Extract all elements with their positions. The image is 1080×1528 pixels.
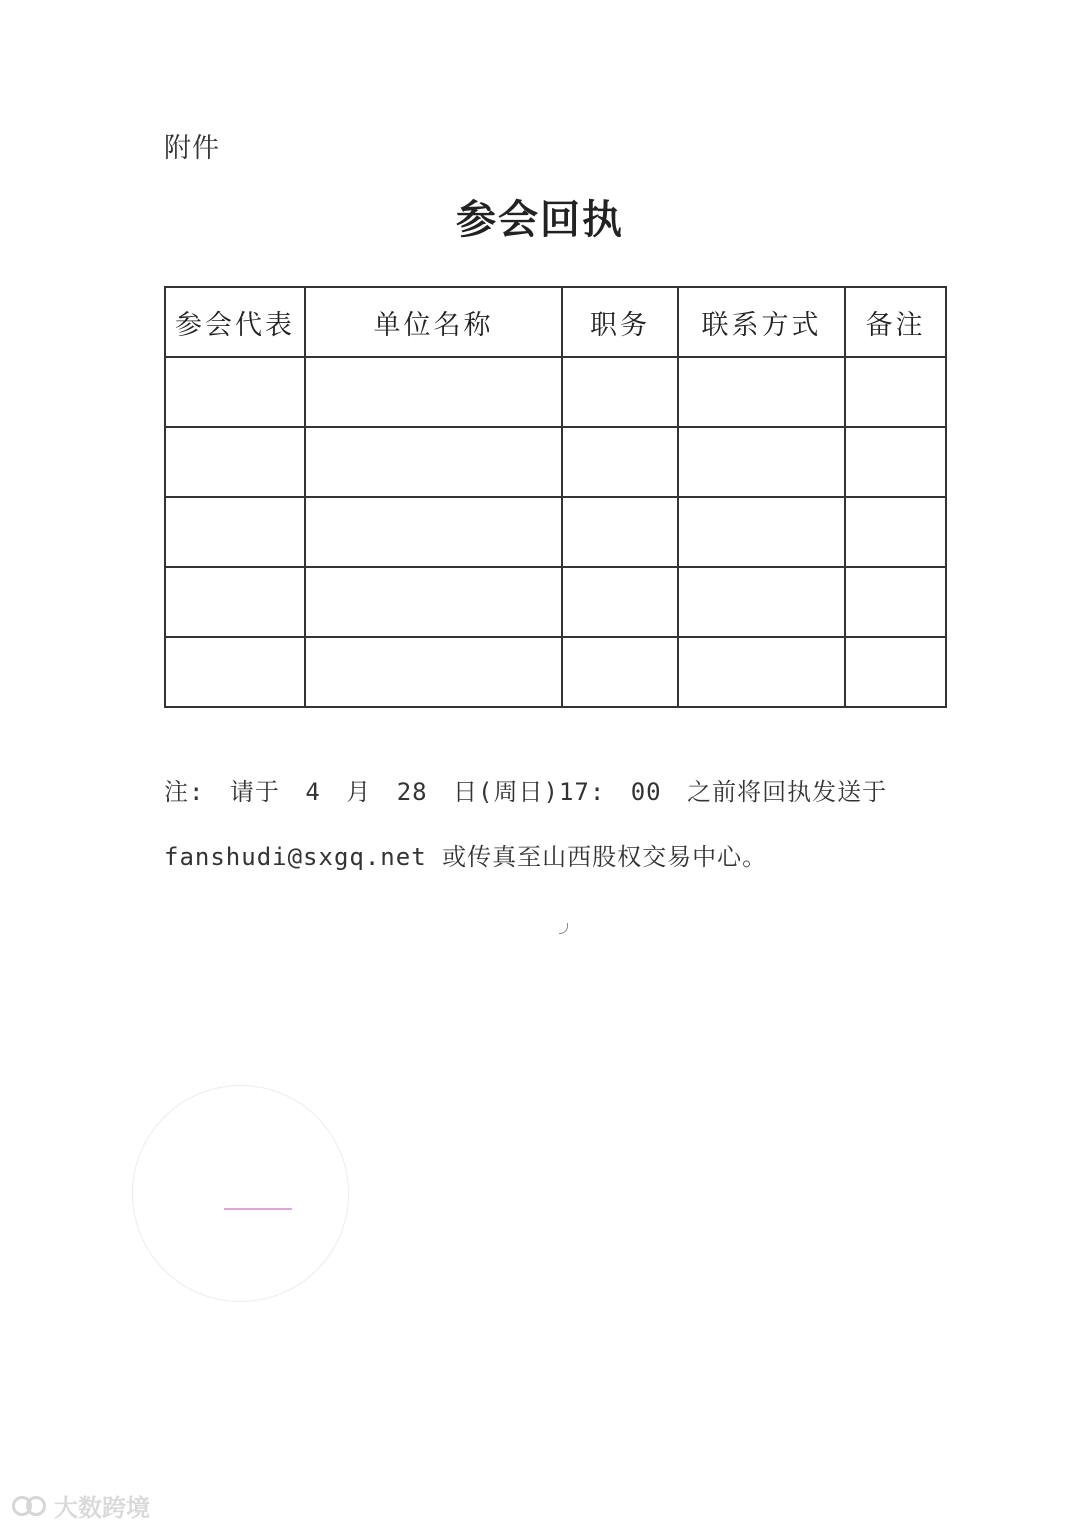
- remarks-cell[interactable]: [845, 637, 946, 707]
- watermark-text: 大数跨境: [54, 1494, 150, 1522]
- watermark: [12, 1488, 150, 1523]
- table-header-row: [165, 287, 946, 357]
- remarks-cell[interactable]: [845, 567, 946, 637]
- column-header-representative: 参会代表: [165, 287, 305, 357]
- position-cell[interactable]: [562, 427, 678, 497]
- note-contact-text: fanshudi@sxgq.net 或传真至山西股权交易中心。: [164, 843, 768, 871]
- contact-cell[interactable]: [678, 427, 845, 497]
- organization-cell[interactable]: [305, 567, 562, 637]
- organization-cell[interactable]: [305, 427, 562, 497]
- representative-cell[interactable]: [165, 357, 305, 427]
- table-row: [165, 427, 946, 497]
- organization-cell[interactable]: [305, 637, 562, 707]
- submission-note: [164, 772, 924, 872]
- faint-seal-impression: [132, 1085, 349, 1302]
- position-cell[interactable]: [562, 637, 678, 707]
- contact-cell[interactable]: [678, 637, 845, 707]
- representative-cell[interactable]: [165, 497, 305, 567]
- remarks-cell[interactable]: [845, 497, 946, 567]
- organization-cell[interactable]: [305, 357, 562, 427]
- attachment-label: 附件: [164, 133, 220, 164]
- brand-logo-icon: [12, 1494, 48, 1518]
- receipt-table: [164, 286, 947, 708]
- column-header-position: 职务: [562, 287, 678, 357]
- table-row: [165, 567, 946, 637]
- pink-stroke-mark: [224, 1208, 292, 1210]
- table-row: [165, 497, 946, 567]
- column-header-contact: 联系方式: [678, 287, 845, 357]
- note-deadline-text: 注: 请于 4 月 28 日(周日)17: 00 之前将回执发送于: [164, 778, 888, 806]
- position-cell[interactable]: [562, 567, 678, 637]
- column-header-remarks: 备注: [845, 287, 946, 357]
- remarks-cell[interactable]: [845, 357, 946, 427]
- stray-pen-mark: [559, 923, 568, 934]
- contact-cell[interactable]: [678, 357, 845, 427]
- representative-cell[interactable]: [165, 637, 305, 707]
- table-row: [165, 637, 946, 707]
- contact-cell[interactable]: [678, 567, 845, 637]
- page-title: 参会回执: [456, 196, 624, 243]
- representative-cell[interactable]: [165, 427, 305, 497]
- column-header-organization: 单位名称: [305, 287, 562, 357]
- organization-cell[interactable]: [305, 497, 562, 567]
- table-row: [165, 357, 946, 427]
- contact-cell[interactable]: [678, 497, 845, 567]
- position-cell[interactable]: [562, 497, 678, 567]
- remarks-cell[interactable]: [845, 427, 946, 497]
- position-cell[interactable]: [562, 357, 678, 427]
- representative-cell[interactable]: [165, 567, 305, 637]
